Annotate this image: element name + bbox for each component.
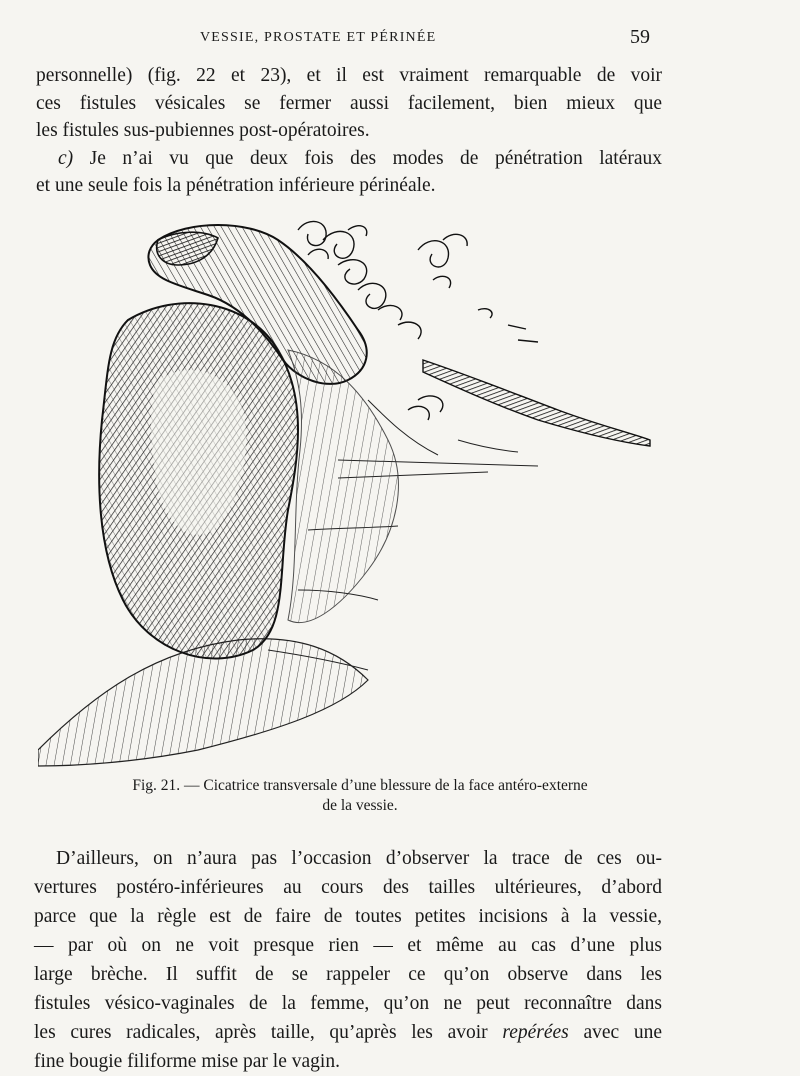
caption-text: Cicatrice transversale d’une blessure de la face antéro-externe <box>203 777 588 794</box>
text-line: vertures postéro-inférieures au cours des tailles ultérieures, d’abord <box>34 877 662 898</box>
text-line: ces fistules vésicales se fermer aussi facilement, bien mieux que <box>36 92 662 114</box>
text-line: et une seule fois la pénétration inférieure périnéale. <box>36 175 436 196</box>
paragraph-fistules <box>36 62 662 145</box>
page-number: 59 <box>630 26 650 48</box>
list-marker: c) <box>58 147 74 169</box>
top-paragraphs <box>36 62 662 200</box>
text-line: parce que la règle est de faire de toutes petites incisions à la vessie, <box>34 906 662 927</box>
text-line: les fistules sus-pubiennes post-opératoires. <box>36 120 370 141</box>
text-line: fine bougie filiforme mise par le vagin. <box>34 1051 340 1072</box>
text-line: D’ailleurs, on n’aura pas l’occasion d’observer la trace de ces ou- <box>56 848 662 869</box>
text-line: personnelle) (fig. 22 et 23), et il est vraiment remarquable de voir <box>36 65 662 86</box>
text-line: large brèche. Il suffit de se rappeler ce qu’on observe dans les <box>34 964 662 985</box>
text-run: avec une <box>583 1022 662 1043</box>
text-run: Je n’ai vu que deux fois des modes de pénétration latéraux <box>89 147 663 169</box>
paragraph-penetration <box>36 145 662 200</box>
figure-caption <box>60 776 660 816</box>
bottom-paragraph <box>34 844 662 1076</box>
text-line: fistules vésico-vaginales de la femme, qu’on ne peut reconnaître dans <box>34 993 662 1014</box>
engraving-figure <box>38 210 662 770</box>
caption-line: de la vessie. <box>322 797 398 814</box>
figure-label: Fig. 21. — <box>132 777 200 794</box>
text-line <box>36 145 662 173</box>
caption-line <box>132 777 587 794</box>
text-run: les cures radicales, après taille, qu’après les avoir <box>34 1022 488 1043</box>
running-title: VESSIE, PROSTATE ET PÉRINÉE <box>200 30 437 45</box>
running-head <box>0 26 800 50</box>
engraving-illustration <box>38 210 662 770</box>
paragraph-ouvertures <box>34 844 662 1076</box>
emphasized-word: repérées <box>502 1022 569 1043</box>
text-line <box>34 1018 662 1047</box>
text-line: — par où on ne voit presque rien — et même au cas d’une plus <box>34 935 662 956</box>
